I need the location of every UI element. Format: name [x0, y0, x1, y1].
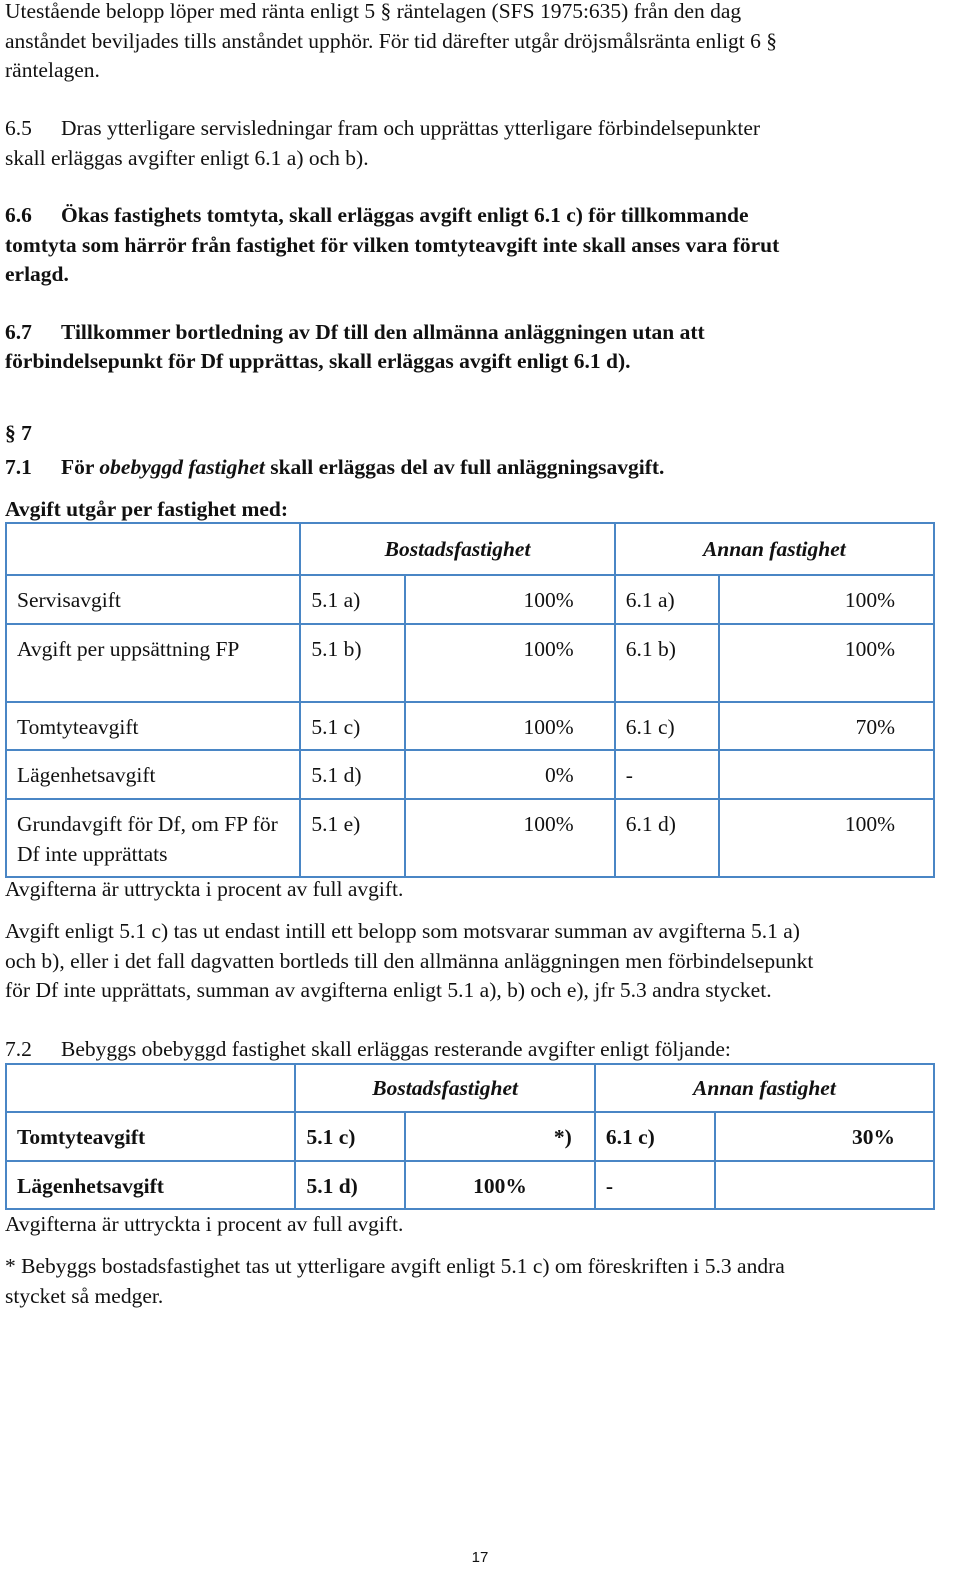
row-ref-annan: 6.1 c): [615, 702, 720, 750]
table-header-bostad: Bostadsfastighet: [300, 523, 614, 575]
intro-line-1: Utestående belopp löper med ränta enligt 5 § räntelagen (SFS 1975:635) från den dag: [5, 0, 742, 23]
row-value-bostad: *): [405, 1112, 595, 1161]
table-row: [6, 1112, 934, 1161]
section-7-1-lead: Avgift utgår per fastighet med:: [5, 497, 289, 521]
row-value-bostad: 0%: [405, 750, 615, 799]
section-number: 6.6: [5, 203, 32, 227]
row-ref-bostad: 5.1 b): [300, 624, 405, 702]
row-label: Grundavgift för Df, om FP för Df inte upprättats: [6, 799, 300, 877]
table-header-row: [6, 523, 934, 575]
section-text: Ökas fastighets tomtyta, skall erläggas avgift enligt 6.1 c) för tillkommande: [61, 203, 749, 227]
section-text: Dras ytterligare servisledningar fram och upprättas ytterligare förbindelsepunkter: [61, 116, 761, 140]
row-value-annan: 100%: [719, 799, 934, 877]
row-value-bostad: 100%: [405, 575, 615, 624]
section-7-heading: § 7: [5, 421, 32, 445]
table-row: [6, 799, 934, 877]
row-label: Tomtyteavgift: [6, 702, 300, 750]
row-label: Lägenhetsavgift: [6, 750, 300, 799]
row-label: Tomtyteavgift: [6, 1112, 295, 1161]
section-6-5-line-2: skall erläggas avgifter enligt 6.1 a) och b).: [5, 146, 369, 170]
row-ref-bostad: 5.1 e): [300, 799, 405, 877]
section-6-7-line-2: förbindelsepunkt för Df upprättas, skall erläggas avgift enligt 6.1 d).: [5, 349, 631, 373]
row-ref-annan: 6.1 d): [615, 799, 720, 877]
section-6-5-line-1: [5, 113, 760, 143]
row-ref-annan: 6.1 c): [595, 1112, 715, 1161]
section-text: Bebyggs obebyggd fastighet skall erläggas resterande avgifter enligt följande:: [61, 1037, 731, 1061]
row-ref-bostad: 5.1 c): [300, 702, 405, 750]
section-7-2-heading: [5, 1034, 731, 1064]
row-label: Avgift per uppsättning FP: [6, 624, 300, 702]
row-value-bostad: 100%: [405, 702, 615, 750]
row-ref-annan: 6.1 b): [615, 624, 720, 702]
table-header-row: [6, 1064, 934, 1112]
section-text-post: skall erläggas del av full anläggningsavgift.: [264, 455, 665, 479]
row-ref-bostad: 5.1 c): [295, 1112, 405, 1161]
table-row: [6, 624, 934, 702]
section-6-6-line-1: [5, 200, 749, 230]
footnote-line-2: stycket så medger.: [5, 1284, 164, 1308]
row-value-annan: 100%: [719, 624, 934, 702]
section-text-pre: För: [61, 455, 100, 479]
footnote-line-1: * Bebyggs bostadsfastighet tas ut ytterligare avgift enligt 5.1 c) om föreskriften i 5.3 andra: [5, 1254, 785, 1278]
table-header-annan: Annan fastighet: [615, 523, 934, 575]
intro-line-3: räntelagen.: [5, 58, 100, 82]
table-2-note: Avgifterna är uttryckta i procent av full avgift.: [5, 1212, 404, 1236]
table-row: [6, 702, 934, 750]
row-ref-annan: -: [595, 1161, 715, 1209]
section-6-6-line-2: tomtyta som härrör från fastighet för vilken tomtyteavgift inte skall anses vara förut: [5, 233, 780, 257]
row-ref-annan: -: [615, 750, 720, 799]
section-6-7-line-1: [5, 317, 705, 347]
para-7-1-line-3: för Df inte upprättats, summan av avgifterna enligt 5.1 a), b) och e), jfr 5.3 andra stycket.: [5, 978, 772, 1002]
para-7-1-line-2: och b), eller i det fall dagvatten bortleds till den allmänna anläggningen men förbindelsepunkt: [5, 949, 814, 973]
row-ref-bostad: 5.1 d): [295, 1161, 405, 1209]
fee-table-bebyggd: [5, 1063, 935, 1210]
section-number: 6.5: [5, 116, 32, 140]
table-header-blank: [6, 1064, 295, 1112]
fee-table-obebyggd: [5, 522, 935, 878]
section-number: 7.2: [5, 1037, 32, 1061]
row-value-annan: 100%: [719, 575, 934, 624]
row-value-annan: [715, 1161, 934, 1209]
row-ref-bostad: 5.1 d): [300, 750, 405, 799]
section-text-italic: obebyggd fastighet: [99, 455, 265, 479]
section-6-6-line-3: erlagd.: [5, 262, 69, 286]
section-text: Tillkommer bortledning av Df till den allmänna anläggningen utan att: [61, 320, 705, 344]
table-header-annan: Annan fastighet: [595, 1064, 934, 1112]
row-value-bostad: 100%: [405, 799, 615, 877]
page-number: 17: [471, 1549, 489, 1566]
section-7-1-heading: [5, 452, 664, 482]
section-number: 7.1: [5, 455, 32, 479]
table-row: [6, 575, 934, 624]
table-row: [6, 1161, 934, 1209]
row-value-annan: 70%: [719, 702, 934, 750]
row-ref-annan: 6.1 a): [615, 575, 720, 624]
row-value-annan: 30%: [715, 1112, 934, 1161]
table-header-blank: [6, 523, 300, 575]
table-row: [6, 750, 934, 799]
row-value-bostad: 100%: [405, 1161, 595, 1209]
section-number: 6.7: [5, 320, 32, 344]
row-label: Servisavgift: [6, 575, 300, 624]
para-7-1-line-1: Avgift enligt 5.1 c) tas ut endast intill ett belopp som motsvarar summan av avgifterna 5.1 a): [5, 919, 800, 943]
row-value-annan: [719, 750, 934, 799]
row-ref-bostad: 5.1 a): [300, 575, 405, 624]
row-value-bostad: 100%: [405, 624, 615, 702]
table-header-bostad: Bostadsfastighet: [295, 1064, 594, 1112]
row-label: Lägenhetsavgift: [6, 1161, 295, 1209]
table-1-note: Avgifterna är uttryckta i procent av full avgift.: [5, 877, 404, 901]
intro-line-2: anståndet beviljades tills anståndet upphör. För tid därefter utgår dröjsmålsränta enligt 6 §: [5, 29, 778, 53]
